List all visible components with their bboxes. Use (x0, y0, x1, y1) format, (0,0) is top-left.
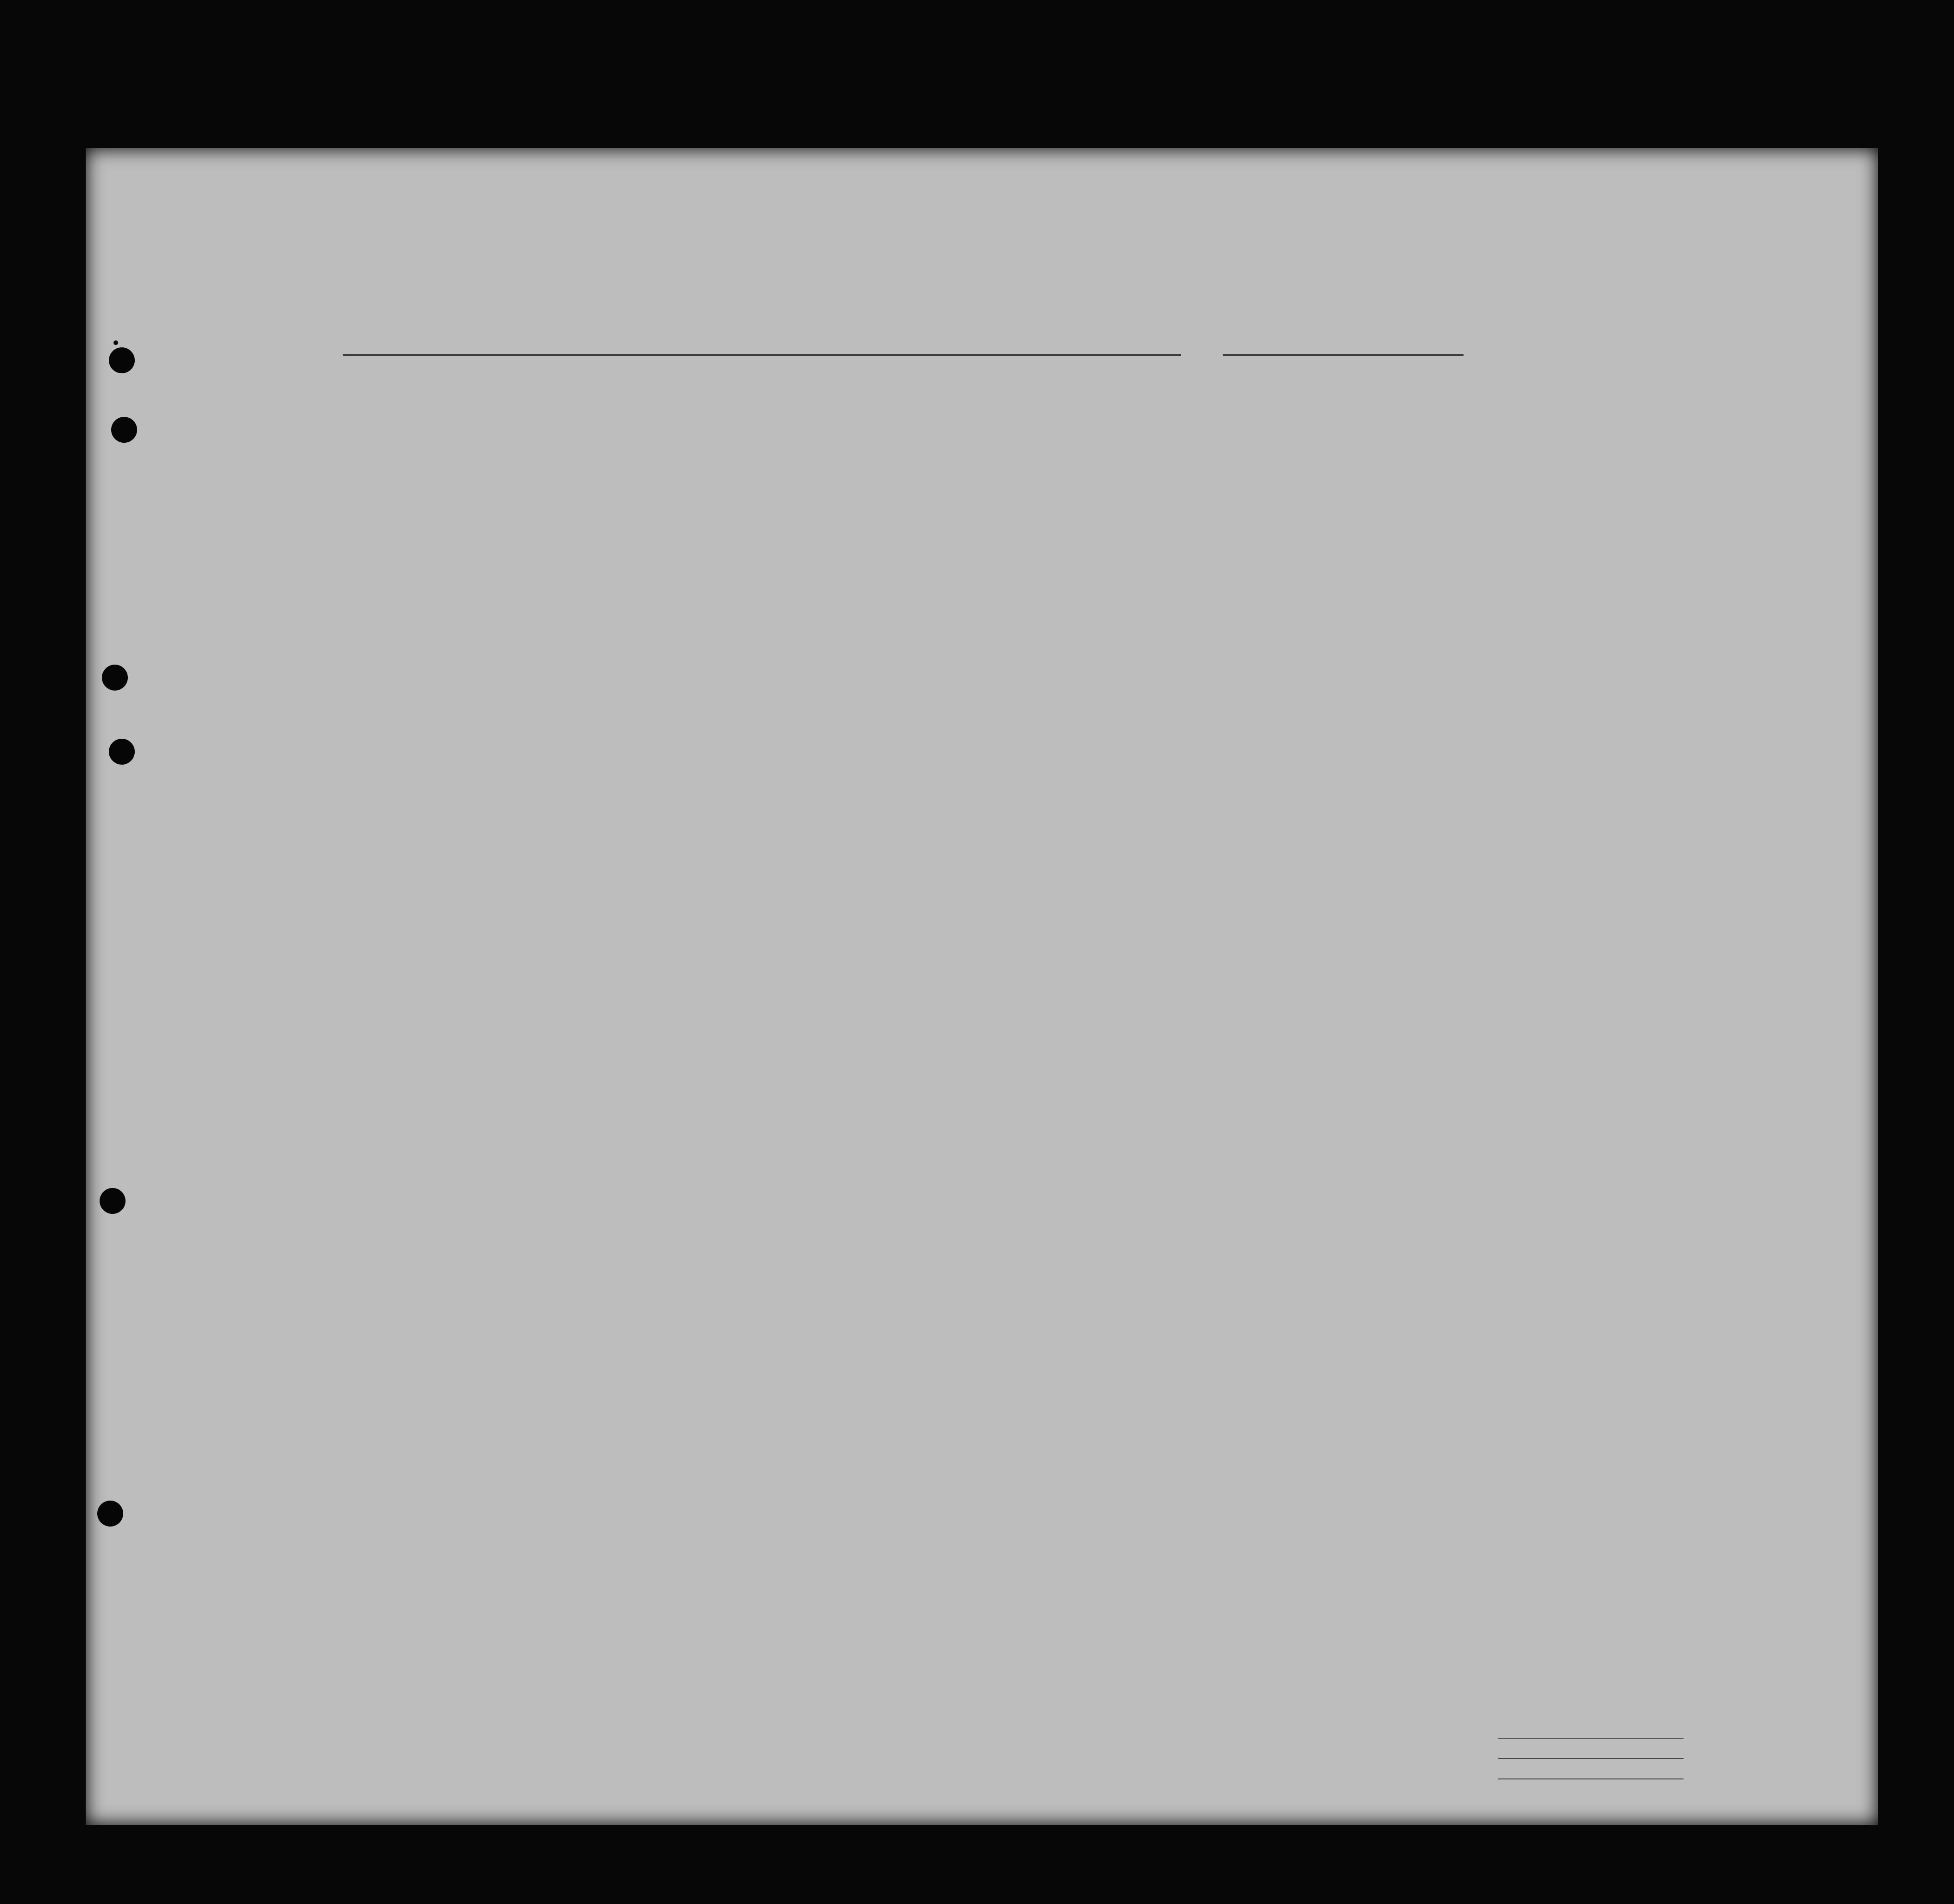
manifest-sheet (86, 148, 1878, 1825)
line-field (1498, 1738, 1684, 1739)
local-agents-field (1498, 1778, 1684, 1779)
binder-hole (109, 347, 135, 373)
binder-hole (113, 340, 118, 345)
binder-hole (97, 1501, 123, 1527)
table-grid-lines (86, 148, 1878, 1584)
binder-hole (109, 739, 135, 765)
binder-hole (100, 1188, 126, 1214)
binder-hole (111, 417, 137, 443)
binder-hole (102, 665, 128, 691)
owners-field (1498, 1758, 1684, 1759)
